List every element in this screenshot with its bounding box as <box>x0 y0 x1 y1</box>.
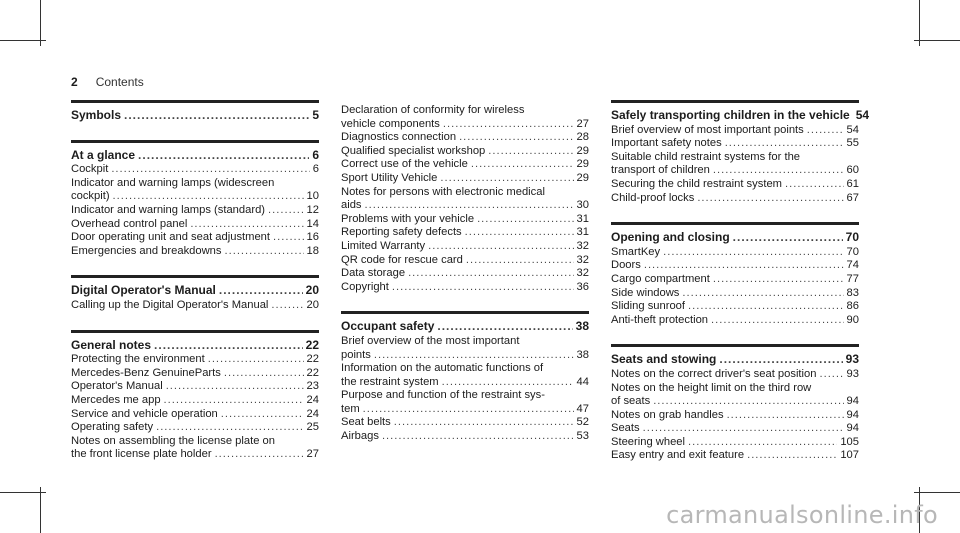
crop-mark <box>0 40 46 41</box>
toc-entry-text: Operating safety <box>71 421 154 434</box>
dot-leader <box>363 403 574 417</box>
toc-entry-text: Qualified specialist workshop <box>341 144 486 157</box>
dot-leader <box>138 149 309 163</box>
toc-entry-page: 107 <box>840 449 859 462</box>
toc-entry-page: 105 <box>840 435 859 448</box>
toc-entry-page: 20 <box>306 298 319 311</box>
toc-entry[interactable] <box>341 118 589 132</box>
toc-entry-page: 32 <box>576 253 589 266</box>
toc-entry-text: Limited Warranty <box>341 239 426 252</box>
section-title[interactable] <box>71 109 319 123</box>
page-title: Contents <box>95 75 144 89</box>
toc-entry-text: Seats <box>611 422 640 435</box>
toc-entry[interactable] <box>71 421 319 435</box>
toc-entry-page: 30 <box>576 199 589 212</box>
toc-entry-text: Cockpit <box>71 163 109 176</box>
dot-leader <box>437 320 572 334</box>
dot-leader <box>124 109 309 123</box>
toc-entry-page: 10 <box>306 190 319 203</box>
toc-entry-page: 28 <box>576 131 589 144</box>
toc-entry-page: 6 <box>312 163 319 176</box>
section-title-text: Occupant safety <box>341 319 435 334</box>
toc-entry-text: Information on the automatic functions of <box>341 362 544 375</box>
toc-entry-text: Copyright <box>341 280 389 293</box>
toc-entry-text: Sport Utility Vehicle <box>341 171 438 184</box>
dot-leader <box>394 416 574 430</box>
dot-leader <box>733 231 843 245</box>
watermark: carmanualsonline.info <box>666 501 938 529</box>
dot-leader <box>442 376 574 390</box>
toc-entry[interactable] <box>341 131 589 145</box>
dot-leader <box>711 314 844 328</box>
toc-entry-text: Brief overview of the most important <box>341 334 520 347</box>
section-title[interactable] <box>341 320 589 334</box>
dot-leader <box>465 226 574 240</box>
toc-entry[interactable] <box>611 287 859 301</box>
toc-entry-page: 31 <box>576 226 589 239</box>
toc-entry-text: Securing the child restraint system <box>611 177 782 190</box>
toc-entry-text: Diagnostics connection <box>341 131 457 144</box>
dot-leader <box>713 273 844 287</box>
toc-entry-text: points <box>341 348 371 361</box>
dot-leader <box>111 163 309 177</box>
section-title-page: 20 <box>305 283 319 298</box>
toc-section <box>611 222 859 327</box>
toc-entry-page: 94 <box>846 395 859 408</box>
section-title-text: General notes <box>71 337 152 352</box>
toc-entry[interactable] <box>71 231 319 245</box>
toc-entry[interactable] <box>611 178 859 192</box>
section-rule <box>611 100 859 103</box>
toc-entry-text: Notes on the correct driver's seat position <box>611 367 817 380</box>
toc-entry-text: Child-proof locks <box>611 191 695 204</box>
dot-leader <box>365 199 574 213</box>
toc-entry-text: Purpose and function of the restraint sys- <box>341 389 545 402</box>
toc-entry[interactable] <box>341 145 589 159</box>
toc-entry[interactable] <box>341 267 589 281</box>
toc-entry-text: Door operating unit and seat adjustment <box>71 231 271 244</box>
toc-entry[interactable] <box>341 104 589 118</box>
toc-entry-text: the front license plate holder <box>71 448 212 461</box>
toc-entry-text: Anti-theft protection <box>611 313 709 326</box>
toc-entry-text: Notes for persons with electronic medical <box>341 185 545 198</box>
toc-entry-text: Problems with your vehicle <box>341 212 475 225</box>
section-title-page: 93 <box>845 352 859 367</box>
dot-leader <box>819 368 843 382</box>
dot-leader <box>273 231 304 245</box>
toc-entry[interactable] <box>341 403 589 417</box>
toc-entry-page: 27 <box>306 448 319 461</box>
toc-entry-page: 47 <box>576 402 589 415</box>
toc-entry[interactable] <box>611 382 859 396</box>
dot-leader <box>713 164 844 178</box>
toc-entry[interactable] <box>341 389 589 403</box>
section-title[interactable] <box>611 231 859 245</box>
dot-leader <box>653 395 843 409</box>
toc-entry-page: 74 <box>846 259 859 272</box>
dot-leader <box>725 137 844 151</box>
dot-leader <box>208 353 304 367</box>
section-title-text: Safely transporting children in the vehicle <box>611 108 850 122</box>
toc-entry-page: 16 <box>306 231 319 244</box>
dot-leader <box>785 178 844 192</box>
toc-entry[interactable] <box>611 273 859 287</box>
dot-leader <box>166 380 304 394</box>
section-title-text: Opening and closing <box>611 230 730 245</box>
toc-entry-text: tem <box>341 402 360 415</box>
dot-leader <box>663 246 843 260</box>
toc-entry[interactable] <box>71 177 319 191</box>
toc-entry[interactable] <box>611 368 859 382</box>
section-title-page: 70 <box>845 230 859 245</box>
crop-mark <box>914 492 960 493</box>
toc-entry-page: 55 <box>846 137 859 150</box>
dot-leader <box>224 367 304 381</box>
toc-entry[interactable] <box>341 199 589 213</box>
toc-entry[interactable] <box>71 380 319 394</box>
toc-entry[interactable] <box>611 422 859 436</box>
toc-entry-text: Cargo compartment <box>611 272 710 285</box>
toc-entry-text: Suitable child restraint systems for the <box>611 150 801 163</box>
toc-column-2 <box>341 104 589 461</box>
toc-entry[interactable] <box>611 395 859 409</box>
dot-leader <box>688 300 844 314</box>
page-header <box>71 75 144 89</box>
toc-entry-page: 36 <box>576 280 589 293</box>
dot-leader <box>688 436 837 450</box>
dot-leader <box>747 449 837 463</box>
dot-leader <box>471 158 574 172</box>
crop-mark <box>914 40 960 41</box>
section-rule <box>71 275 319 278</box>
section-rule <box>71 330 319 333</box>
toc-entry[interactable] <box>71 435 319 449</box>
section-rule <box>611 222 859 225</box>
section-title-page: 38 <box>575 319 589 334</box>
toc-entry-text: Service and vehicle operation <box>71 407 218 420</box>
dot-leader <box>219 284 303 298</box>
toc-entry-page: 94 <box>846 422 859 435</box>
toc-entry-text: Declaration of conformity for wireless <box>341 104 525 116</box>
toc-entry-text: the restraint system <box>341 375 439 388</box>
toc-entry[interactable] <box>341 335 589 349</box>
toc-entry-text: Indicator and warning lamps (widescreen <box>71 176 275 189</box>
dot-leader <box>682 287 843 301</box>
toc-section <box>71 330 319 462</box>
toc-entry[interactable] <box>71 394 319 408</box>
toc-entry-text: transport of children <box>611 164 710 177</box>
toc-entry-text: Operator's Manual <box>71 380 163 393</box>
dot-leader <box>459 131 573 145</box>
toc-entry[interactable] <box>611 259 859 273</box>
toc-entry[interactable] <box>611 449 859 463</box>
crop-mark <box>0 492 46 493</box>
toc-section <box>611 100 870 205</box>
dot-leader <box>466 254 574 268</box>
toc-entry-page: 86 <box>846 300 859 313</box>
toc-entry-text: Mercedes me app <box>71 393 161 406</box>
toc-entry[interactable] <box>611 246 859 260</box>
section-title-text: Seats and stowing <box>611 352 717 367</box>
toc-entry-page: 83 <box>846 286 859 299</box>
toc-entry-text: Correct use of the vehicle <box>341 158 468 171</box>
toc-entry[interactable] <box>611 436 859 450</box>
toc-section <box>71 275 319 312</box>
toc-entry[interactable] <box>341 226 589 240</box>
section-title[interactable] <box>71 339 319 353</box>
toc-section <box>71 140 319 259</box>
toc-section <box>341 104 589 294</box>
toc-entry[interactable] <box>611 314 859 328</box>
dot-leader <box>440 172 573 186</box>
toc-entry[interactable] <box>341 158 589 172</box>
toc-entry-page: 31 <box>576 212 589 225</box>
dot-leader <box>727 409 844 423</box>
toc-entry-page: 90 <box>846 313 859 326</box>
toc-entry-text: Doors <box>611 259 641 272</box>
toc-entry-text: Overhead control panel <box>71 217 188 230</box>
toc-entry[interactable] <box>611 151 859 165</box>
toc-entry-text: Calling up the Digital Operator's Manual <box>71 298 269 311</box>
toc-entry[interactable] <box>71 245 319 259</box>
dot-leader <box>225 245 304 259</box>
toc-entry[interactable] <box>341 349 589 363</box>
toc-entry-text: Seat belts <box>341 416 391 429</box>
toc-entry[interactable] <box>611 137 859 151</box>
dot-leader <box>477 213 573 227</box>
toc-entry-text: aids <box>341 199 362 212</box>
toc-entry[interactable] <box>341 186 589 200</box>
toc-section <box>611 344 859 463</box>
dot-leader <box>221 408 304 422</box>
toc-entry-text: SmartKey <box>611 245 661 258</box>
toc-entry-text: Steering wheel <box>611 435 686 448</box>
toc-entry-text: vehicle components <box>341 117 440 130</box>
toc-section <box>341 311 589 443</box>
toc-entry[interactable] <box>71 448 319 462</box>
toc-entry[interactable] <box>71 299 319 313</box>
dot-leader <box>392 281 574 295</box>
dot-leader <box>382 430 574 444</box>
section-title-text: At a glance <box>71 147 136 162</box>
toc-entry[interactable] <box>71 190 319 204</box>
crop-mark <box>40 487 41 533</box>
toc-entry-page: 94 <box>846 408 859 421</box>
toc-entry-page: 29 <box>576 171 589 184</box>
toc-entry-text: Side windows <box>611 286 680 299</box>
toc-entry-text: Data storage <box>341 267 406 280</box>
toc-entry-page: 23 <box>306 380 319 393</box>
page-number: 2 <box>71 75 78 89</box>
toc-column-3 <box>611 100 870 480</box>
toc-entry-page: 22 <box>306 366 319 379</box>
dot-leader <box>271 299 303 313</box>
toc-entry-page: 38 <box>576 348 589 361</box>
toc-entry-text: QR code for rescue card <box>341 253 463 266</box>
section-rule <box>71 140 319 143</box>
section-rule <box>71 100 319 103</box>
dot-leader <box>190 218 303 232</box>
dot-leader <box>374 349 574 363</box>
toc-entry[interactable] <box>341 240 589 254</box>
toc-entry[interactable] <box>71 367 319 381</box>
toc-entry[interactable] <box>71 408 319 422</box>
section-title[interactable] <box>611 353 859 367</box>
toc-entry[interactable] <box>611 124 859 138</box>
dot-leader <box>428 240 573 254</box>
section-title[interactable] <box>611 108 870 123</box>
dot-leader <box>408 267 573 281</box>
dot-leader <box>719 353 842 367</box>
toc-entry-text: Important safety notes <box>611 137 722 150</box>
dot-leader <box>644 259 844 273</box>
toc-entry[interactable] <box>341 281 589 295</box>
toc-entry-page: 22 <box>306 353 319 366</box>
toc-entry[interactable] <box>341 362 589 376</box>
toc-entry-text: Emergencies and breakdowns <box>71 244 222 257</box>
section-title-text: Digital Operator's Manual <box>71 283 216 298</box>
toc-entry-page: 32 <box>576 267 589 280</box>
toc-entry-page: 67 <box>846 191 859 204</box>
section-title[interactable] <box>71 149 319 163</box>
toc-entry-page: 25 <box>306 421 319 434</box>
toc-entry-page: 60 <box>846 164 859 177</box>
toc-entry[interactable] <box>611 164 859 178</box>
toc-entry-text: Brief overview of most important points <box>611 123 804 136</box>
toc-entry-page: 77 <box>846 272 859 285</box>
toc-entry[interactable] <box>611 409 859 423</box>
toc-entry-text: Reporting safety defects <box>341 226 462 239</box>
toc-entry[interactable] <box>341 172 589 186</box>
toc-entry-text: Protecting the environment <box>71 353 205 366</box>
section-title[interactable] <box>71 284 319 298</box>
dot-leader <box>164 394 304 408</box>
toc-entry-text: Indicator and warning lamps (standard) <box>71 203 266 216</box>
section-title-text: Symbols <box>71 108 122 122</box>
toc-entry[interactable] <box>71 218 319 232</box>
dot-leader <box>443 118 574 132</box>
toc-entry-page: 24 <box>306 393 319 406</box>
toc-entry-page: 93 <box>846 367 859 380</box>
toc-entry[interactable] <box>341 376 589 390</box>
toc-entry-page: 53 <box>576 430 589 443</box>
toc-entry-page: 27 <box>576 117 589 130</box>
section-rule <box>341 311 589 314</box>
dot-leader <box>643 422 844 436</box>
toc-entry-page: 18 <box>306 244 319 257</box>
toc-column-1 <box>71 100 319 479</box>
toc-entry-page: 52 <box>576 416 589 429</box>
section-title-page: 54 <box>855 108 870 122</box>
toc-entry-page: 61 <box>846 177 859 190</box>
toc-section <box>71 100 319 123</box>
toc-entry-page: 54 <box>846 123 859 136</box>
toc-entry-page: 70 <box>846 245 859 258</box>
toc-entry[interactable] <box>611 192 859 206</box>
toc-entry-text: Notes on assembling the license plate on <box>71 434 275 447</box>
toc-entry-page: 24 <box>306 407 319 420</box>
dot-leader <box>488 145 573 159</box>
dot-leader <box>113 190 304 204</box>
toc-entry[interactable] <box>341 416 589 430</box>
toc-entry-text: Notes on grab handles <box>611 408 724 421</box>
toc-entry-page: 29 <box>576 144 589 157</box>
section-title-page: 5 <box>312 108 319 122</box>
toc-entry-text: cockpit) <box>71 190 110 203</box>
toc-entry[interactable] <box>341 254 589 268</box>
dot-leader <box>807 124 844 138</box>
toc-entry-page: 14 <box>306 217 319 230</box>
dot-leader <box>215 448 304 462</box>
toc-entry-text: Airbags <box>341 430 379 443</box>
toc-entry[interactable] <box>71 204 319 218</box>
toc-entry-text: Mercedes-Benz GenuineParts <box>71 366 221 379</box>
section-rule <box>611 344 859 347</box>
toc-entry-text: Notes on the height limit on the third row <box>611 381 812 394</box>
toc-entry-page: 44 <box>576 375 589 388</box>
section-title-page: 22 <box>305 337 319 352</box>
dot-leader <box>154 339 303 353</box>
toc-entry-page: 29 <box>576 158 589 171</box>
toc-entry-text: Sliding sunroof <box>611 300 686 313</box>
toc-entry[interactable] <box>611 300 859 314</box>
toc-entry[interactable] <box>341 213 589 227</box>
dot-leader <box>268 204 304 218</box>
section-title-page: 6 <box>312 147 319 162</box>
toc-entry-text: of seats <box>611 395 651 408</box>
toc-entry[interactable] <box>341 430 589 444</box>
toc-entry[interactable] <box>71 163 319 177</box>
toc-entry-text: Easy entry and exit feature <box>611 449 745 462</box>
toc-entry[interactable] <box>71 353 319 367</box>
dot-leader <box>156 421 303 435</box>
toc-entry-page: 12 <box>306 203 319 216</box>
dot-leader <box>697 192 843 206</box>
toc-entry-page: 32 <box>576 239 589 252</box>
